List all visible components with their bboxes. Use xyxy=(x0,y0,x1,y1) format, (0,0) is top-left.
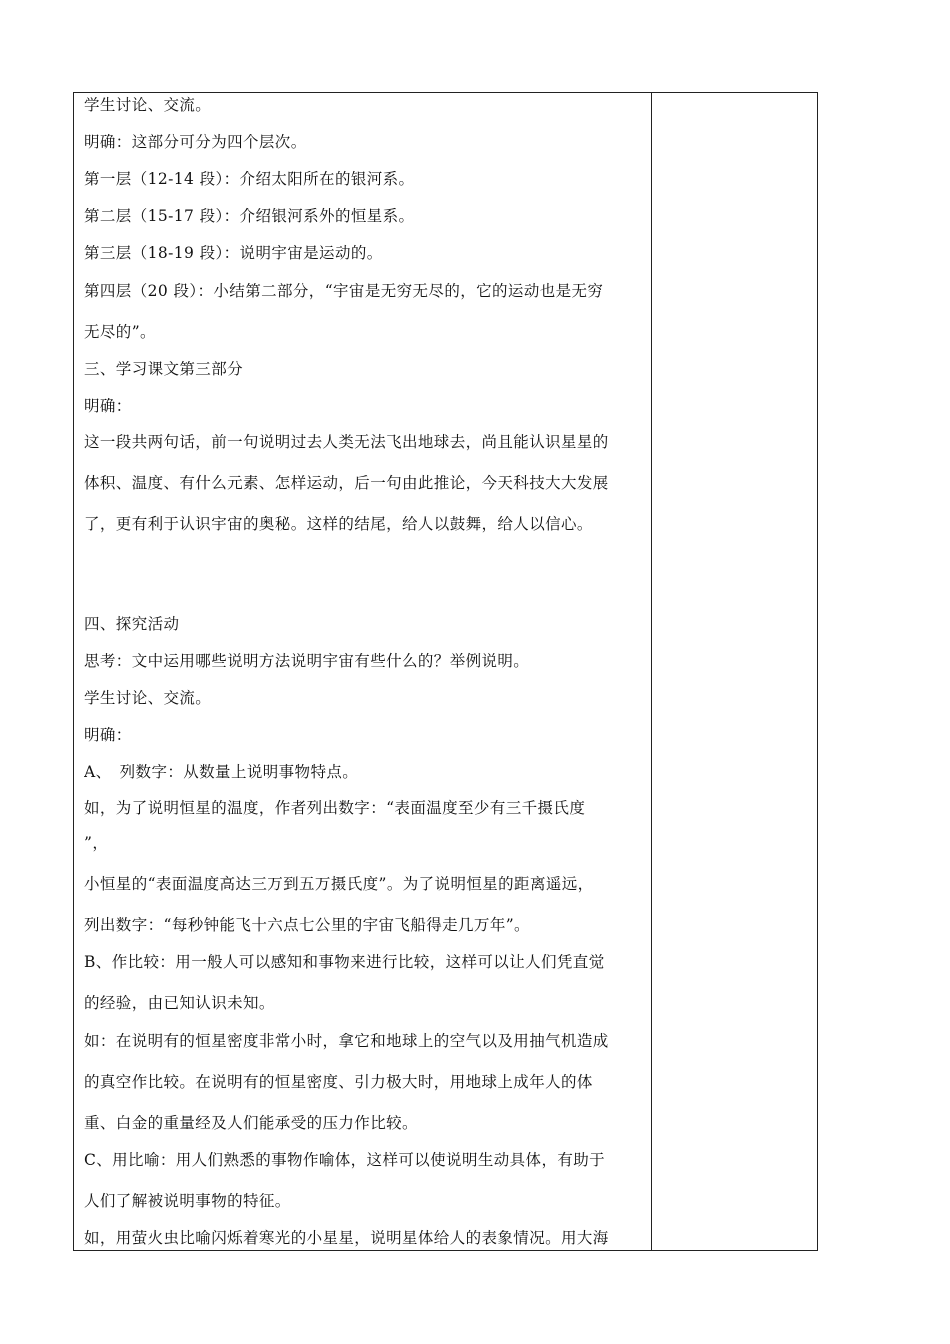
text-line: 的真空作比较。在说明有的恒星密度、引力极大时，用地球上成年人的体 xyxy=(84,1073,593,1091)
text-line: 如，用萤火虫比喻闪烁着寒光的小星星，说明星体给人的表象情况。用大海 xyxy=(84,1229,609,1247)
text-line: C、用比喻：用人们熟悉的事物作喻体，这样可以使说明生动具体，有助于 xyxy=(84,1151,606,1169)
lesson-table xyxy=(73,92,818,1251)
text-line: B、作比较：用一般人可以感知和事物来进行比较，这样可以让人们凭直觉 xyxy=(84,953,605,971)
text-line: 明确： xyxy=(84,726,132,744)
text-line: 重、白金的重量经及人们能承受的压力作比较。 xyxy=(84,1114,418,1132)
text-line: 学生讨论、交流。 xyxy=(84,96,212,114)
text-line: 思考：文中运用哪些说明方法说明宇宙有些什么的？举例说明。 xyxy=(84,652,530,670)
text-line: 明确： xyxy=(84,397,132,415)
text-line: 第二层（15-17 段）：介绍银河系外的恒星系。 xyxy=(84,207,415,225)
content-cell xyxy=(84,93,649,1250)
notes-cell xyxy=(653,93,817,1250)
text-line: 体积、温度、有什么元素、怎样运动，后一句由此推论，今天科技大大发展 xyxy=(84,474,609,492)
text-line: 第四层（20 段）：小结第二部分，“宇宙是无穷无尽的，它的运动也是无穷 xyxy=(84,282,604,300)
section-heading: 三、学习课文第三部分 xyxy=(84,360,244,378)
text-line: 明确：这部分可分为四个层次。 xyxy=(84,133,307,151)
text-line: 如：在说明有的恒星密度非常小时，拿它和地球上的空气以及用抽气机造成 xyxy=(84,1032,609,1050)
text-line: 的经验，由已知认识未知。 xyxy=(84,994,275,1012)
text-line: A、 列数字：从数量上说明事物特点。 xyxy=(84,763,359,781)
text-line: 如，为了说明恒星的温度，作者列出数字：“表面温度至少有三千摄氏度 xyxy=(84,799,586,817)
column-divider xyxy=(651,93,652,1250)
text-line: 第三层（18-19 段）：说明宇宙是运动的。 xyxy=(84,244,383,262)
text-line: 人们了解被说明事物的特征。 xyxy=(84,1192,291,1210)
text-line: 了，更有利于认识宇宙的奥秘。这样的结尾，给人以鼓舞，给人以信心。 xyxy=(84,515,593,533)
section-heading: 四、探究活动 xyxy=(84,615,180,633)
text-line: 无尽的”。 xyxy=(84,323,156,341)
text-line: 小恒星的“表面温度高达三万到五万摄氏度”。为了说明恒星的距离遥远， xyxy=(84,875,594,893)
text-line: 列出数字：“每秒钟能飞十六点七公里的宇宙飞船得走几万年”。 xyxy=(84,916,530,934)
text-line: 这一段共两句话，前一句说明过去人类无法飞出地球去，尚且能认识星星的 xyxy=(84,433,609,451)
text-line: 第一层（12-14 段）：介绍太阳所在的银河系。 xyxy=(84,170,415,188)
text-line: ”， xyxy=(84,834,109,852)
text-line: 学生讨论、交流。 xyxy=(84,689,212,707)
